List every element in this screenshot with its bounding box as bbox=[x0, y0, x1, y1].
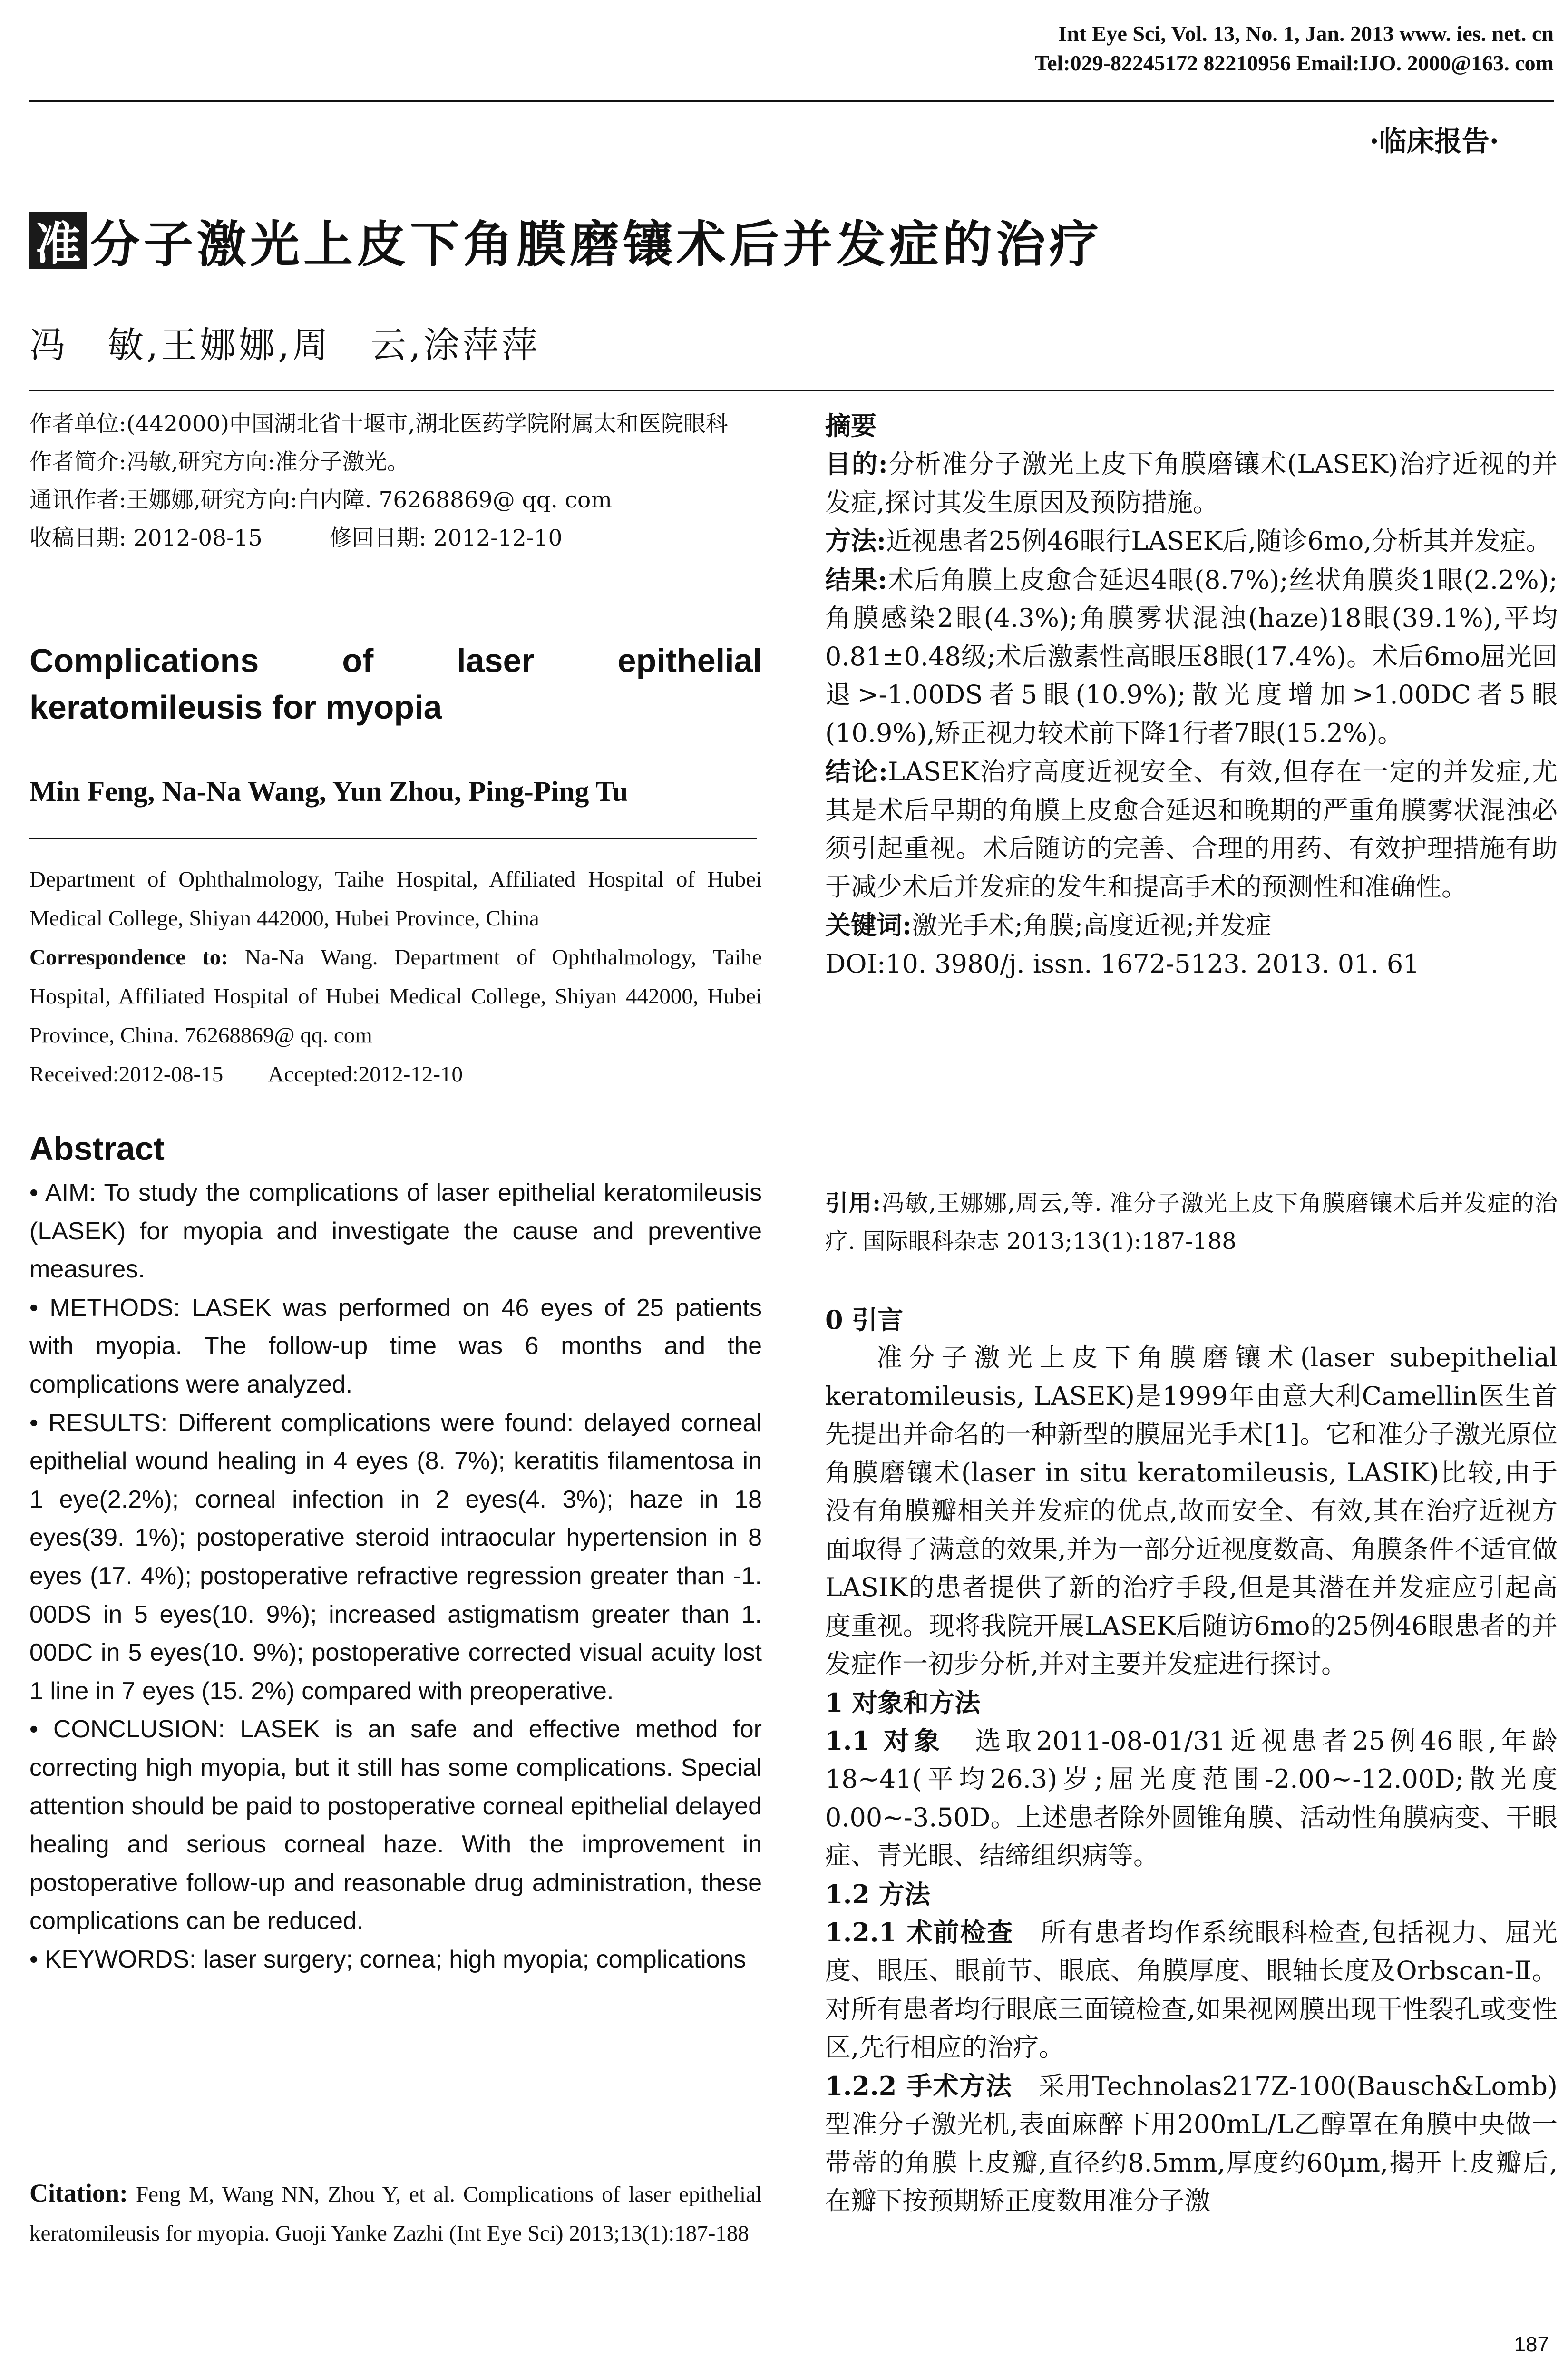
header-rule bbox=[29, 100, 1554, 102]
english-title: Complications of laser epithelial keratomileusis for myopia bbox=[29, 642, 762, 726]
citation-cn-text: 冯敏,王娜娜,周云,等. 准分子激光上皮下角膜磨镶术后并发症的治疗. 国际眼科杂志 2013;13(1):187-188 bbox=[825, 1190, 1558, 1255]
subjects-paragraph bbox=[825, 1722, 1558, 1875]
citation-label: Citation: bbox=[29, 2179, 128, 2207]
citation-cn-label: 引用: bbox=[825, 1190, 881, 1217]
abstract-cn bbox=[825, 407, 1558, 983]
front-matter-cn bbox=[29, 405, 762, 557]
subjects-label: 1.1 对象 bbox=[825, 1725, 945, 1756]
preop-label: 1.2.1 术前检查 bbox=[825, 1917, 1014, 1948]
title-text: 分子激光上皮下角膜磨镶术后并发症的治疗 bbox=[90, 215, 1103, 273]
department: Department of Ophthalmology, Taihe Hospital, Affiliated Hospital of Hubei Medical College, Shiyan 442000, Hubei Province, China bbox=[29, 867, 762, 931]
abstract-cn-heading: 摘要 bbox=[825, 410, 877, 441]
abstract-cn-keywords bbox=[825, 906, 1558, 945]
section-tag: ·临床报告· bbox=[1369, 125, 1499, 157]
dates-cn: 收稿日期: 2012-08-15 修回日期: 2012-12-10 bbox=[29, 525, 563, 551]
journal-info-line: Int Eye Sci, Vol. 13, No. 1, Jan. 2013 www. ies. net. cn bbox=[1058, 21, 1554, 46]
intro-heading: 0 引言 bbox=[825, 1305, 904, 1335]
abstract-cn-results bbox=[825, 561, 1558, 753]
keywords-text: 激光手术;角膜;高度近视;并发症 bbox=[911, 910, 1272, 940]
surgery-paragraph bbox=[825, 2067, 1558, 2221]
methods-text: 近视患者25例46眼行LASEK后,随诊6mo,分析其并发症。 bbox=[886, 526, 1552, 556]
methods-label: 方法: bbox=[825, 526, 886, 556]
abstract-cn-conclusion bbox=[825, 752, 1558, 906]
preop-text: 所有患者均作系统眼科检查,包括视力、屈光度、眼压、眼前节、眼底、角膜厚度、眼轴长度及Orbscan-Ⅱ。对所有患者均行眼底三面镜检查,如果视网膜出现干性裂孔或变性区,先行相应的治疗。 bbox=[825, 1917, 1558, 2062]
correspondence-label: Correspondence to: bbox=[29, 945, 228, 970]
abstract-heading: Abstract bbox=[29, 1130, 165, 1167]
page-number: 187 bbox=[1514, 2333, 1549, 2356]
english-authors: Min Feng, Na-Na Wang, Yun Zhou, Ping-Ping Tu bbox=[29, 776, 628, 807]
author-profile-cn: 作者简介:冯敏,研究方向:准分子激光。 bbox=[29, 449, 409, 475]
abstract-conclusion: • CONCLUSION: LASEK is an safe and effective method for correcting high myopia, but it still has some complications. Special attention should be paid to postoperative corneal epithelial delayed healing and serious corneal haze. With the improvement in postoperative follow-up and reasonable drug administration, these complications can be reduced. bbox=[29, 1715, 762, 1935]
corresponding-author-cn: 通讯作者:王娜娜,研究方向:白内障. 76268869@ qq. com bbox=[29, 487, 612, 513]
affiliation-en bbox=[29, 860, 762, 1094]
abstract-cn-aim bbox=[825, 445, 1558, 522]
abstract-en bbox=[29, 1174, 762, 1978]
correspondence-text: Na-Na Wang. Department of Ophthalmology, Taihe Hospital, Affiliated Hospital of Hubei Medical College, Shiyan 442000, Hubei Province, China. 76268869@ qq. com bbox=[29, 945, 762, 1048]
conclusion-text: LASEK治疗高度近视安全、有效,但存在一定的并发症,尤其是术后早期的角膜上皮愈合延迟和晚期的严重角膜雾状混浊必须引起重视。术后随访的完善、合理的用药、有效护理措施有助于减少术后并发症的发生和提高手术的预测性和准确性。 bbox=[825, 757, 1558, 902]
citation-en bbox=[29, 2173, 762, 2253]
journal-contact-line: Tel:029-82245172 82210956 Email:IJO. 2000@163. com bbox=[1034, 51, 1554, 75]
methods-heading: 1 对象和方法 bbox=[825, 1687, 981, 1718]
abstract-keywords: • KEYWORDS: laser surgery; cornea; high myopia; complications bbox=[29, 1945, 746, 1973]
citation-cn bbox=[825, 1184, 1558, 1260]
aim-label: 目的: bbox=[825, 448, 888, 479]
authors-cn: 冯 敏,王娜娜,周 云,涂萍萍 bbox=[29, 324, 541, 366]
abstract-cn-methods bbox=[825, 522, 1558, 561]
citation-text: Feng M, Wang NN, Zhou Y, et al. Complications of laser epithelial keratomileusis for myopia. Guoji Yanke Zazhi (Int Eye Sci) 2013;13(1):187-188 bbox=[29, 2182, 762, 2246]
correspondence bbox=[29, 938, 762, 1055]
method-subheading: 1.2 方法 bbox=[825, 1879, 930, 1909]
received-dates: Received:2012-08-15 Accepted:2012-12-10 bbox=[29, 1062, 463, 1087]
authors-rule bbox=[29, 838, 757, 839]
surgery-label: 1.2.2 手术方法 bbox=[825, 2070, 1013, 2101]
article-title bbox=[29, 205, 1102, 276]
aim-text: 分析准分子激光上皮下角膜磨镶术(LASEK)治疗近视的并发症,探讨其发生原因及预防措施。 bbox=[825, 449, 1558, 517]
abstract-methods: • METHODS: LASEK was performed on 46 eyes of 25 patients with myopia. The follow-up time was 6 months and the complications were analyzed. bbox=[29, 1294, 762, 1398]
title-rule bbox=[29, 390, 1554, 391]
author-affiliation-cn: 作者单位:(442000)中国湖北省十堰市,湖北医药学院附属太和医院眼科 bbox=[29, 411, 728, 437]
journal-header bbox=[1035, 19, 1554, 78]
intro-paragraph: 准分子激光上皮下角膜磨镶术(laser subepithelial keratomileusis, LASEK)是1999年由意大利Camellin医生首先提出并命名的一种新型的膜屈光手术[1]。它和准分子激光原位角膜磨镶术(laser in situ keratomileusis, LASIK)比较,由于没有角膜瓣相关并发症的优点,故而安全、有效,其在治疗近视方面取得了满意的效果,并为一部分近视度数高、角膜条件不适宜做LASIK的患者提供了新的治疗手段,但是其潜在并发症应引起高度重视。现将我院开展LASEK后随访6mo的25例46眼患者的并发症作一初步分析,并对主要并发症进行探讨。 bbox=[825, 1343, 1558, 1679]
surgery-text: 采用Technolas217Z-100(Bausch&Lomb)型准分子激光机,表面麻醉下用200mL/L乙醇罩在角膜中央做一带蒂的角膜上皮瓣,直径约8.5mm,厚度约60μm,揭开上皮瓣后,在瓣下按预期矫正度数用准分子激 bbox=[825, 2071, 1558, 2216]
results-text: 术后角膜上皮愈合延迟4眼(8.7%);丝状角膜炎1眼(2.2%);角膜感染2眼(4.3%);角膜雾状混浊(haze)18眼(39.1%),平均0.81±0.48级;术后激素性高眼压8眼(17.4%)。术后6mo屈光回退>-1.00DS者5眼(10.9%);散光度增加>1.00DC者5眼(10.9%),矫正视力较术前下降1行者7眼(15.2%)。 bbox=[825, 565, 1558, 748]
preop-paragraph bbox=[825, 1913, 1558, 2067]
article-body bbox=[825, 1301, 1558, 2221]
keywords-label: 关键词: bbox=[825, 910, 912, 940]
doi: DOI:10. 3980/j. issn. 1672-5123. 2013. 01. 61 bbox=[825, 948, 1420, 979]
abstract-aim: • AIM: To study the complications of laser epithelial keratomileusis (LASEK) for myopia and investigate the cause and preventive measures. bbox=[29, 1179, 762, 1284]
title-initial: 准 bbox=[29, 212, 87, 269]
conclusion-label: 结论: bbox=[825, 756, 888, 787]
results-label: 结果: bbox=[825, 564, 887, 595]
abstract-results: • RESULTS: Different complications were found: delayed corneal epithelial wound healing in 4 eyes (8. 7%); keratitis filamentosa in 1 eye(2.2%); corneal infection in 2 eyes(4. 3%); haze in 18 eyes(39. 1%); postoperative steroid intraocular hypertension in 8 eyes (17. 4%); postoperative refractive regression greater than -1. 00DS in 5 eyes(10. 9%); increased astigmatism greater than 1. 00DC in 5 eyes(10. 9%); postoperative corrected visual acuity lost 1 line in 7 eyes (15. 2%) compared with preoperative. bbox=[29, 1409, 762, 1705]
subjects-text: 选取2011-08-01/31近视患者25例46眼,年龄18~41(平均26.3)岁;屈光度范围-2.00~-12.00D;散光度0.00~-3.50D。上述患者除外圆锥角膜、活动性角膜病变、干眼症、青光眼、结缔组织病等。 bbox=[825, 1725, 1558, 1870]
